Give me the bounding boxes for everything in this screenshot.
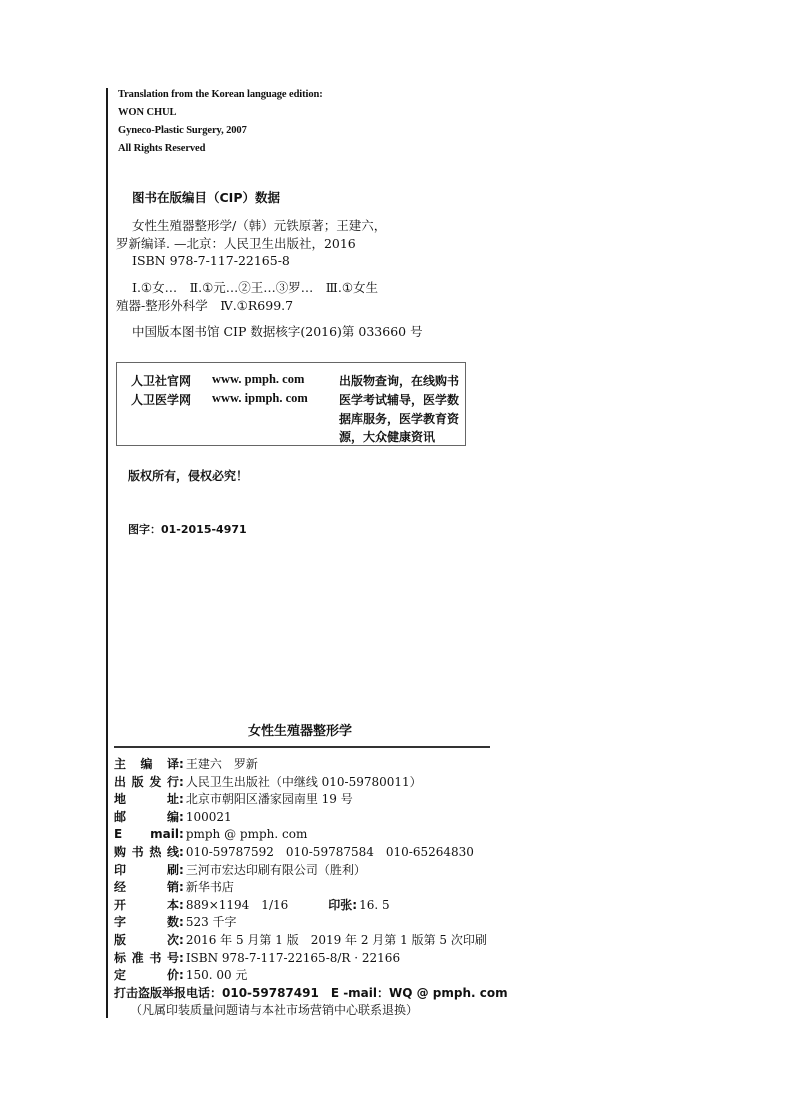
original-title: Gyneco-Plastic Surgery, 2007 <box>118 125 247 136</box>
cip-record-number: 中国版本图书馆 CIP 数据核字(2016)第 033660 号 <box>132 324 423 339</box>
site-description: 医学考试辅导，医学数 <box>339 393 460 407</box>
copyright-notice: 版权所有，侵权必究！ <box>128 469 249 483</box>
email-link[interactable]: pmph @ pmph. com <box>185 827 308 842</box>
site-description: 出版物查询，在线购书 <box>339 374 460 388</box>
colophon-row: 版次: 2016 年 5 月第 1 版 2019 年 2 月第 1 版第 5 次印刷 <box>114 932 487 947</box>
site-name: 人卫社官网 <box>131 374 192 388</box>
site-name: 人卫医学网 <box>131 393 192 407</box>
piracy-hotline: 打击盗版举报电话：010-59787491 E -mail：WQ @ pmph. com <box>114 985 508 1000</box>
translation-notice-line: Translation from the Korean language edition: <box>118 89 323 100</box>
colophon-row: 购书热线: 010-59787592 010-59787584 010-65264830 <box>114 844 474 859</box>
colophon-row: 经销: 新华书店 <box>114 880 234 895</box>
colophon-row: E mail: pmph @ pmph. com <box>114 827 308 842</box>
return-note: （凡属印装质量问题请与本社市场营销中心联系退换） <box>130 1003 419 1018</box>
colophon-row: 出版发行: 人民卫生出版社（中继线 010-59780011） <box>114 774 422 789</box>
colophon-info <box>114 756 508 1020</box>
site-description: 据库服务，医学教育资 <box>339 412 460 426</box>
cip-heading: 图书在版编目（CIP）数据 <box>132 190 280 205</box>
translation-author: WON CHUL <box>118 107 177 118</box>
site-description: 源，大众健康资讯 <box>339 430 436 444</box>
cip-line: 女性生殖器整形学/（韩）元铁原著；王建六， <box>132 218 387 233</box>
colophon-row: 开本: 889×1194 1/16 印张: 16. 5 <box>114 897 390 912</box>
left-margin-rule <box>106 88 108 1018</box>
colophon-row: 定价: 150. 00 元 <box>114 968 248 983</box>
title-divider <box>114 746 490 748</box>
colophon-row: 字数: 523 千字 <box>114 915 237 930</box>
cip-classification: Ⅰ.①女… Ⅱ.①元…②王…③罗… Ⅲ.①女生 <box>132 280 379 295</box>
website-info-box <box>116 362 466 446</box>
colophon-row: 邮编: 100021 <box>114 809 232 824</box>
colophon-row: 地址: 北京市朝阳区潘家园南里 19 号 <box>114 792 353 807</box>
site-url[interactable]: www. ipmph. com <box>212 391 308 405</box>
contract-number: 图字：01-2015-4971 <box>128 523 247 536</box>
colophon-row: 标准书号: ISBN 978-7-117-22165-8/R · 22166 <box>114 950 401 965</box>
colophon-row: 主编译: 王建六 罗新 <box>114 757 258 771</box>
cip-line: 罗新编译. —北京：人民卫生出版社，2016 <box>116 236 356 251</box>
site-url[interactable]: www. pmph. com <box>212 372 305 386</box>
book-title: 女性生殖器整形学 <box>247 724 352 739</box>
cip-classification: 殖器-整形外科学 Ⅳ.①R699.7 <box>116 298 294 313</box>
cip-isbn: ISBN 978-7-117-22165-8 <box>132 253 290 268</box>
rights-notice: All Rights Reserved <box>118 143 206 154</box>
colophon-row: 印刷: 三河市宏达印刷有限公司（胜利） <box>114 862 366 877</box>
